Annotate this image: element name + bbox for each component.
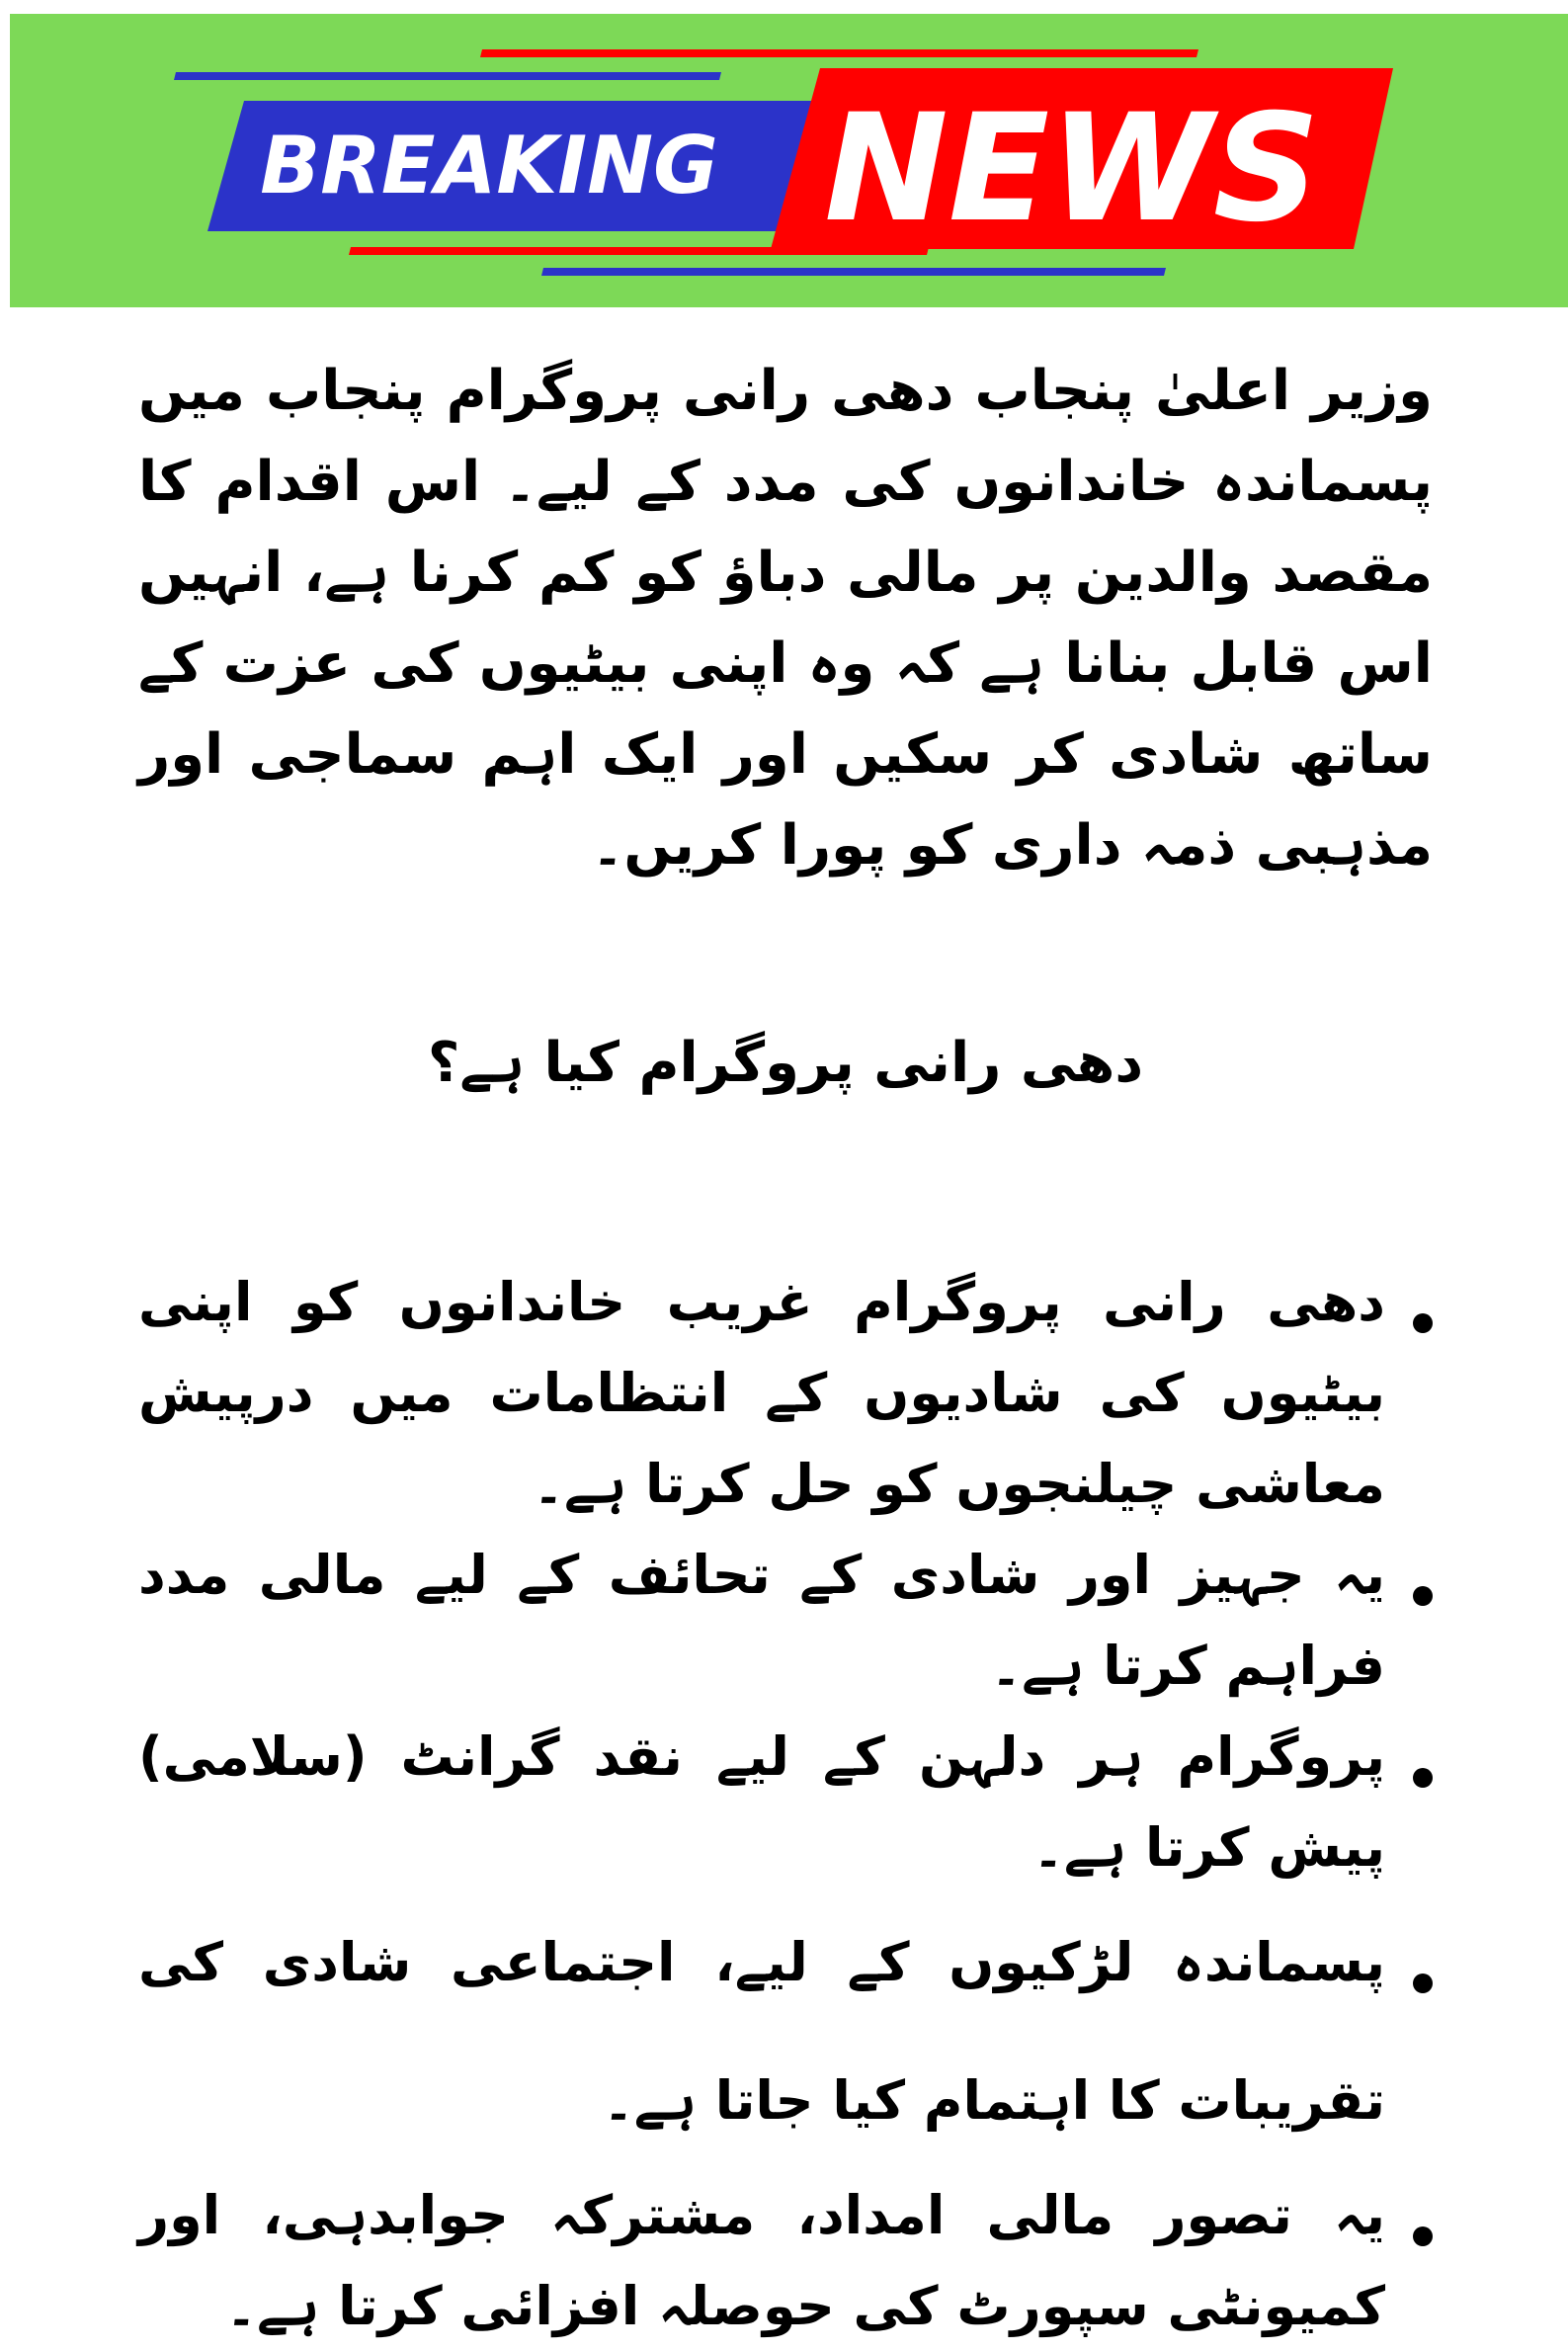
banner-graphic [10,14,1568,307]
list-item-text: پروگرام ہر دلہن کے لیے نقد گرانٹ (سلامی) پیش کرتا ہے۔ [138,1725,1385,1879]
list-item [138,1530,1433,1712]
list-item [138,1893,1433,2170]
program-points-list [138,1257,1433,2352]
bottom-blue-stripe [541,268,1166,276]
article-body [138,346,1433,2352]
list-item [138,2170,1433,2352]
list-item-text: پسماندہ لڑکیوں کے لیے، اجتماعی شادی کی تقریبات کا اہتمام کیا جاتا ہے۔ [138,1931,1385,2132]
breaking-label: BREAKING [260,120,718,211]
top-red-stripe [480,49,1198,57]
list-item [138,1712,1433,1893]
breaking-news-banner [10,14,1568,307]
top-blue-stripe [174,72,721,80]
intro-paragraph: وزیر اعلیٰ پنجاب دھی رانی پروگرام پنجاب میں پسماندہ خاندانوں کی مدد کے لیے۔ اس اقدام کا مقصد والدین پر مالی دباؤ کو کم کرنا ہے، انہیں اس قابل بنانا ہے کہ وہ اپنی بیٹیوں کی عزت کے ساتھ شادی کر سکیں اور ایک اہم سماجی اور مذہبی ذمہ داری کو پورا کریں۔ [138,359,1433,878]
list-item-text: دھی رانی پروگرام غریب خاندانوں کو اپنی بیٹیوں کی شادیوں کے انتظامات میں درپیش معاشی چیلنجوں کو حل کرتا ہے۔ [138,1271,1385,1515]
bullet-icon [1393,1712,1433,1803]
bullet-icon [1393,1893,1433,2032]
bullet-icon [1393,1530,1433,1621]
bullet-icon [1393,2170,1433,2261]
list-item-text: یہ جہیز اور شادی کے تحائف کے لیے مالی مدد فراہم کرتا ہے۔ [138,1544,1385,1697]
news-label: NEWS [824,83,1320,255]
section-heading: دھی رانی پروگرام کیا ہے؟ [427,1031,1144,1095]
list-item [138,1257,1433,1530]
list-item-text: یہ تصور مالی امداد، مشترکہ جوابدہی، اور کمیونٹی سپورٹ کی حوصلہ افزائی کرتا ہے۔ [138,2184,1385,2337]
bullet-icon [1393,1257,1433,1348]
